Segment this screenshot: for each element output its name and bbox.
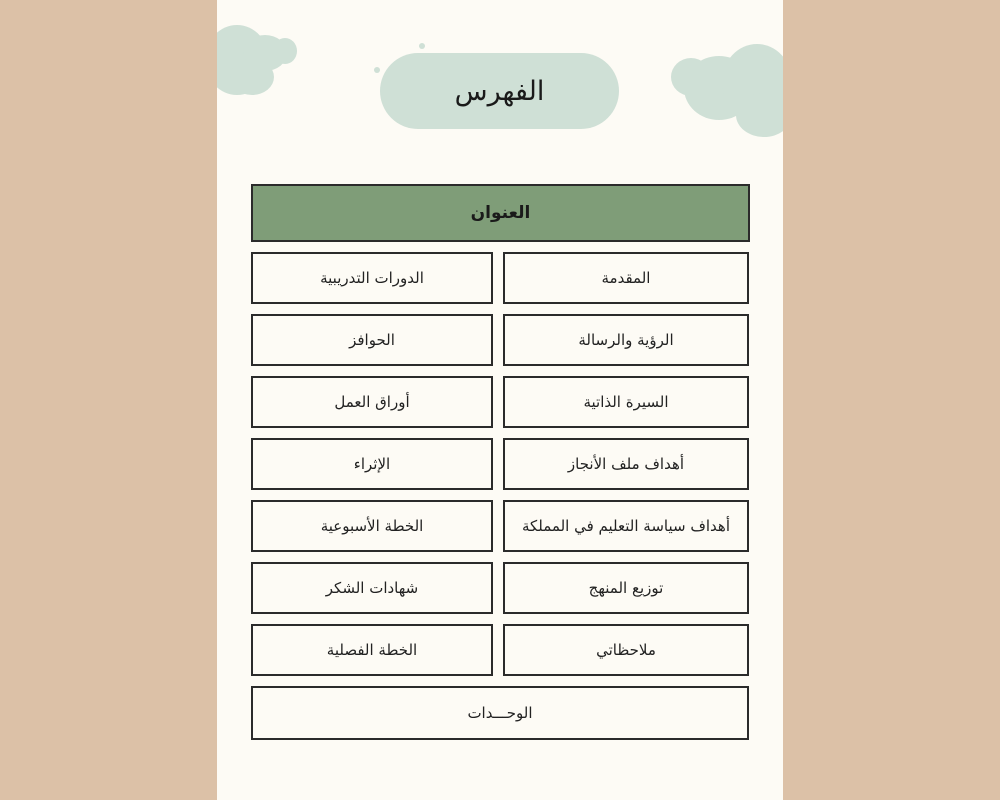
index-item: المقدمة [503, 252, 749, 304]
page-title: الفهرس [380, 53, 619, 129]
index-item: توزيع المنهج [503, 562, 749, 614]
index-item: الدورات التدريبية [251, 252, 493, 304]
index-item: الخطة الفصلية [251, 624, 493, 676]
index-item: الإثراء [251, 438, 493, 490]
index-item: ملاحظاتي [503, 624, 749, 676]
index-item: شهادات الشكر [251, 562, 493, 614]
index-item-wide: الوحـــدات [251, 686, 749, 740]
decoration-dot [374, 67, 380, 73]
decoration-dot [419, 43, 425, 49]
index-item: الخطة الأسبوعية [251, 500, 493, 552]
index-item: الحوافز [251, 314, 493, 366]
cloud-right-decoration [669, 40, 783, 140]
index-item: السيرة الذاتية [503, 376, 749, 428]
index-page [217, 0, 783, 800]
index-item: أوراق العمل [251, 376, 493, 428]
table-header: العنوان [251, 184, 750, 242]
cloud-left-decoration [217, 15, 297, 105]
index-item: أهداف ملف الأنجاز [503, 438, 749, 490]
index-item: الرؤية والرسالة [503, 314, 749, 366]
index-item: أهداف سياسة التعليم في المملكة [503, 500, 749, 552]
